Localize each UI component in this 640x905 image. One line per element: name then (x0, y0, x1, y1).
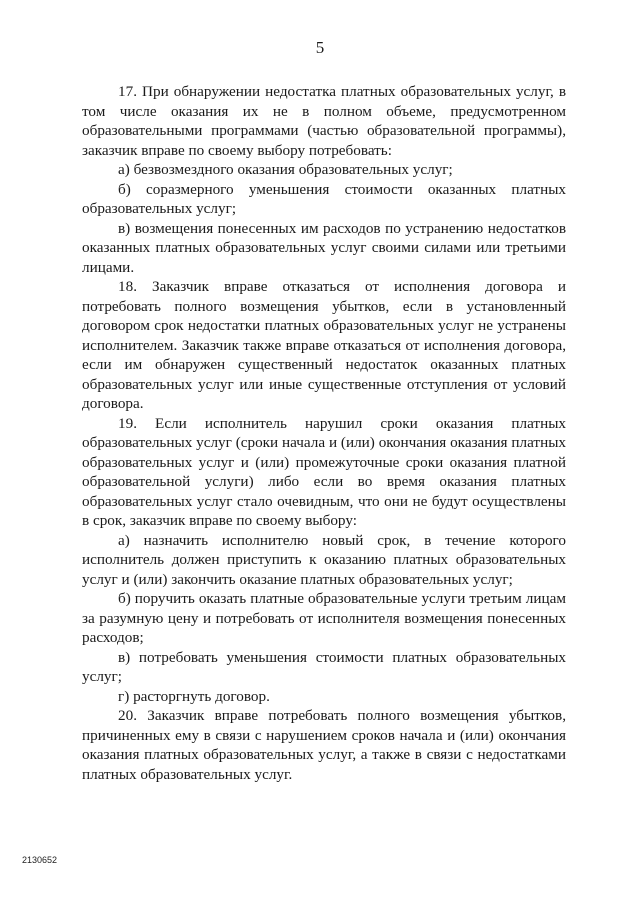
paragraph-19-item-d: г) расторгнуть договор. (118, 687, 270, 705)
paragraph-19-item-a: а) назначить исполнителю новый срок, в течение которого исполнитель должен приступить к оказанию платных образовательных услуг и (или) закончить оказание платных образовательных услуг; (82, 531, 566, 588)
paragraph-17-item-b: б) соразмерного уменьшения стоимости оказанных платных образовательных услуг; (82, 180, 566, 217)
paragraph-20: 20. Заказчик вправе потребовать полного возмещения убытков, причиненных ему в связи с нарушением сроков начала и (или) окончания оказания платных образовательных услуг, а также в связи с недостатками платных образовательных услуг. (82, 707, 566, 783)
document-body (82, 82, 566, 784)
paragraph-19-item-b: б) поручить оказать платные образовательные услуги третьим лицам за разумную цену и потребовать от исполнителя возмещения понесенных расходов; (82, 590, 566, 646)
paragraph-17: 17. При обнаружении недостатка платных образовательных услуг, в том числе оказания их не в полном объеме, предусмотренном образовательными программами (частью образовательной программы), заказчик вправе по своему выбору потребовать: (82, 83, 566, 159)
paragraph-19: 19. Если исполнитель нарушил сроки оказания платных образовательных услуг (сроки начала и (или) окончания оказания платных образовательных услуг и (или) промежуточные сроки оказания платной образовательной услуги) либо если во время оказания платных образовательных услуг стало очевидным, что они не будут осуществлены в срок, заказчик вправе по своему выбору: (82, 414, 566, 529)
document-code: 2130652 (22, 855, 58, 865)
paragraph-17-item-a: а) безвозмездного оказания образовательных услуг; (118, 161, 453, 178)
page-number: 5 (315, 38, 325, 57)
paragraph-18: 18. Заказчик вправе отказаться от исполнения договора и потребовать полного возмещения убытков, если в установленный договором срок недостатки платных образовательных услуг не устранены исполнителем. Заказчик также вправе отказаться от исполнения договора, если им обнаружен существенный недостаток оказанных платных образовательных услуг или иные существенные отступления от условий договора. (82, 278, 566, 412)
paragraph-17-item-c: в) возмещения понесенных им расходов по устранению недостатков оказанных платных образовательных услуг своими силами или третьими лицами. (82, 219, 566, 276)
paragraph-19-item-c: в) потребовать уменьшения стоимости платных образовательных услуг; (82, 648, 566, 685)
